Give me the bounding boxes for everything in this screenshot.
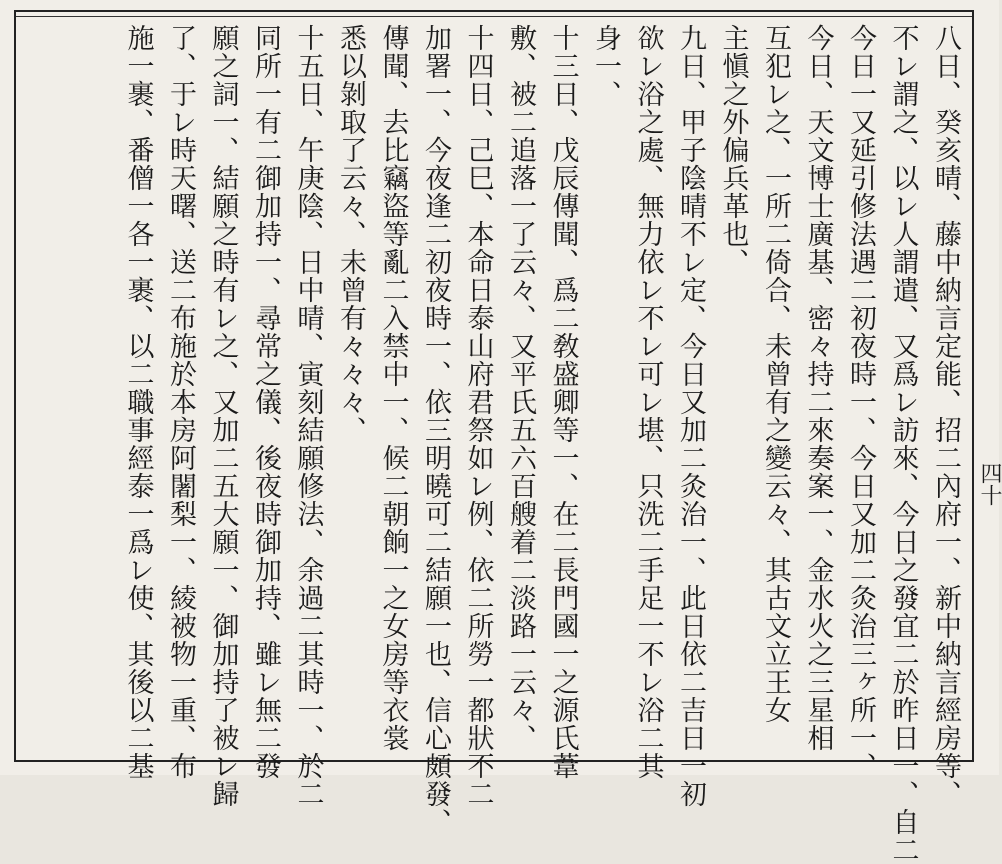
vertical-text-body (22, 24, 966, 864)
text-column: 九日、甲子陰晴不レ定、今日又加二灸治一、此日依二吉日一初 (675, 24, 706, 808)
page-number: 四十 (977, 462, 1002, 506)
text-column: 了、于レ時天曙、送二布施於本房阿闍梨一、綾被物一重、布 (165, 24, 196, 780)
text-column: 同所一有二御加持一、尋常之儀、後夜時御加持、雖レ無二發 (250, 24, 281, 780)
text-column: 施一裹、番僧一各一裹、以二職事經泰一爲レ使、其後以二基 (122, 24, 154, 780)
text-column: 十五日、午庚陰、日中晴、寅刻結願修法、余過二其時一、於二 (292, 24, 324, 808)
text-column: 十四日、己巳、本命日泰山府君祭如レ例、依二所勞一都狀不二 (462, 24, 494, 808)
text-column: 不レ謂之、以レ人謂遣、又爲レ訪來、今日之發宜二於昨日一、自二 (887, 24, 919, 864)
text-column: 欲レ浴之處、無力依レ不レ可レ堪、只洗二手足一不レ浴二其 (632, 24, 664, 780)
text-column: 身一、 (590, 24, 621, 108)
text-column: 今日一又延引修法遇二初夜時一、今日又加二灸治三ヶ所一、 (845, 24, 876, 780)
text-column: 敷、被二追落一了云々、又平氏五六百艘着二淡路一云々、 (505, 24, 536, 752)
text-column: 八日、癸亥晴、藤中納言定能、招二內府一、新中納言經房等、 (930, 24, 961, 808)
text-column: 主愼之外偏兵革也、 (717, 24, 749, 276)
frame-right-rule (972, 10, 974, 762)
frame-bottom-rule (14, 760, 974, 762)
frame-left-rule (14, 10, 16, 762)
text-column: 互犯レ之、一所二倚合、未曾有之變云々、其古文立王女 (760, 24, 791, 724)
text-column: 願之詞一、結願之時有レ之、又加二五大願一、御加持了被レ歸 (207, 24, 239, 808)
text-column: 傳聞、去比竊盜等亂二入禁中一、候二朝餉一之女房等衣裳 (377, 24, 409, 752)
frame-top-rule (14, 10, 974, 12)
text-column: 十三日、戊辰傳聞、爲二敎盛卿等一、在二長門國一之源氏葦 (547, 24, 579, 780)
frame-top-inner-rule (14, 16, 974, 17)
text-column: 加署一、今夜逢二初夜時一、依三明曉可二結願一也、信心頗發、 (420, 24, 451, 836)
text-column: 悉以剝取了云々、未曾有々々々、 (335, 24, 366, 444)
text-column: 今日、天文博士廣基、密々持二來奏案一、金水火之三星相 (802, 24, 834, 752)
